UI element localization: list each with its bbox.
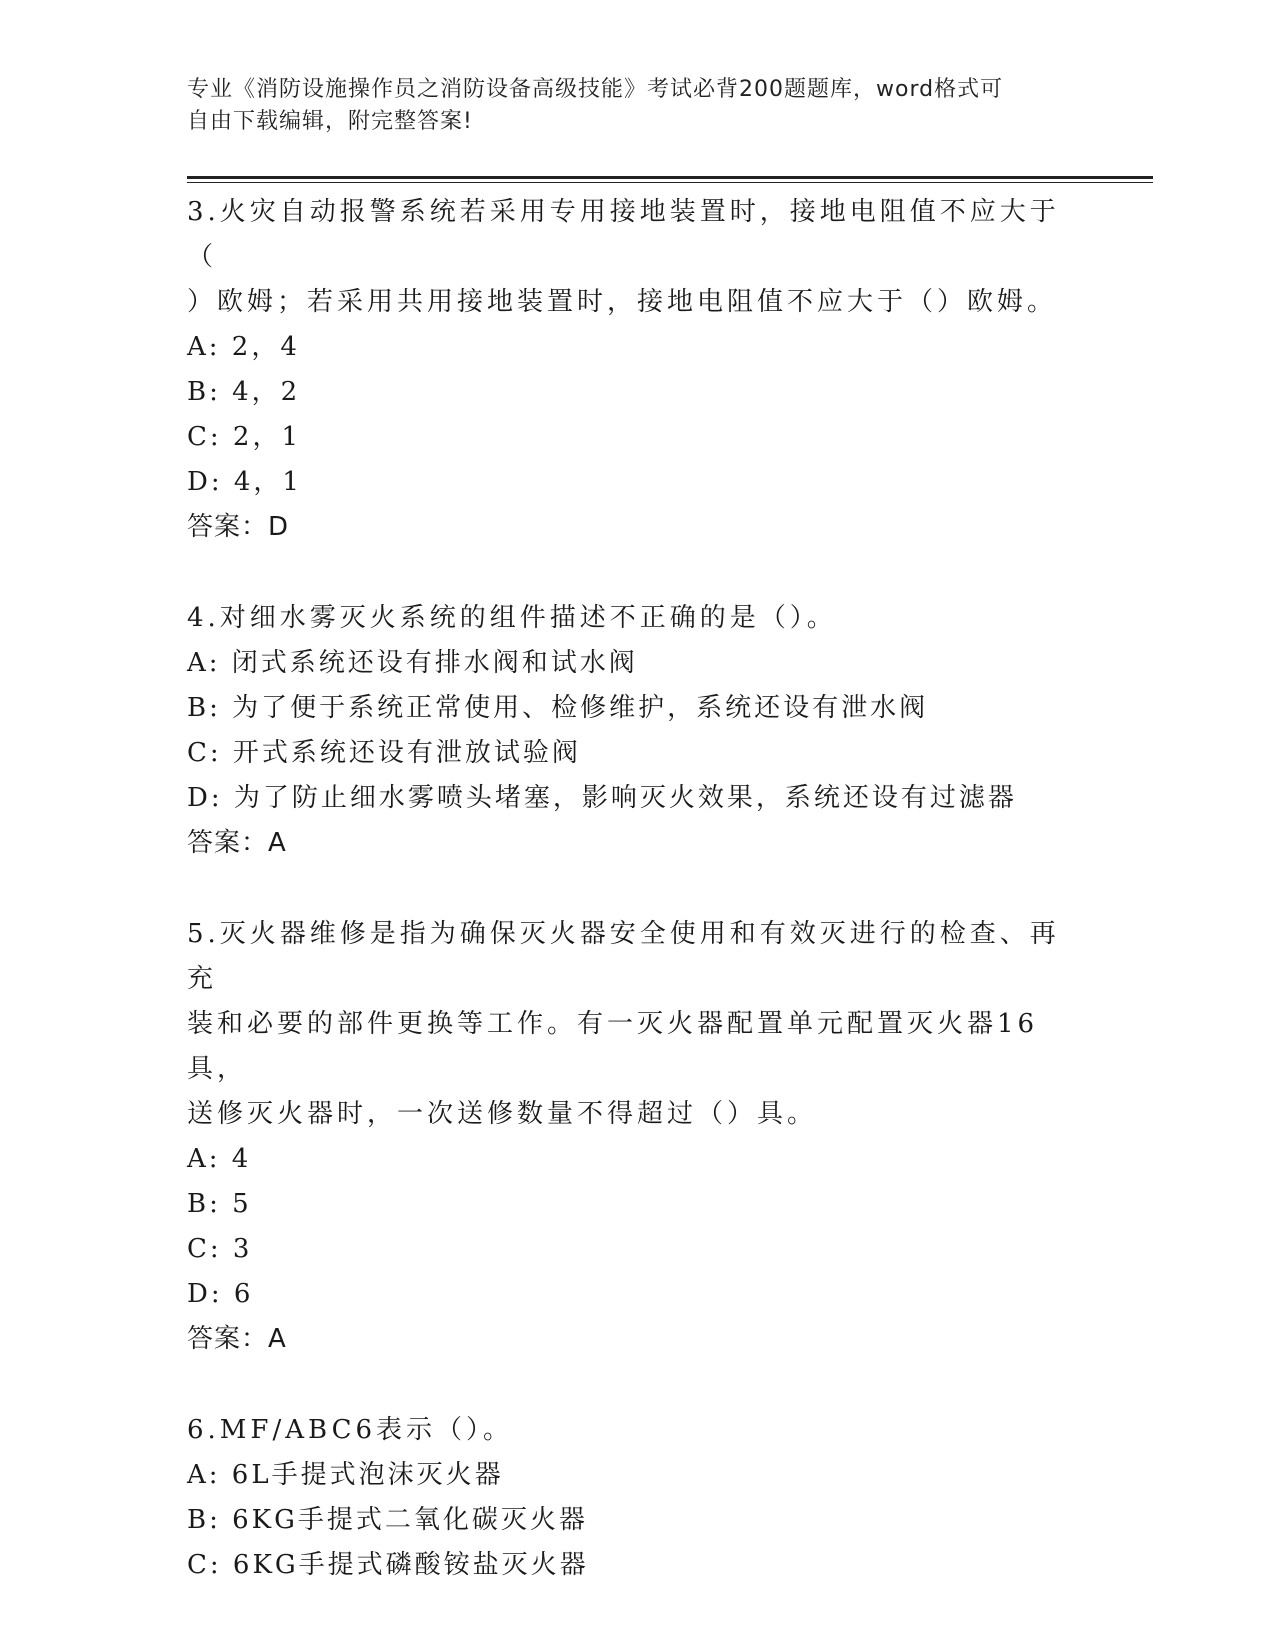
question-text: 送修灭火器时，一次送修数量不得超过（）具。 — [187, 1099, 818, 1129]
option-d: D: 4，1 — [187, 467, 302, 497]
option-b: B: 4，2 — [187, 377, 301, 407]
question-text: 3.火灾自动报警系统若采用专用接地装置时，接地电阻值不应大于（ — [187, 197, 1060, 272]
option-b: B: 为了便于系统正常使用、检修维护，系统还设有泄水阀 — [187, 693, 929, 723]
question-text: 6.MF/ABC6表示（）。 — [187, 1415, 514, 1445]
option-b: B: 6KG手提式二氧化碳灭火器 — [187, 1505, 588, 1535]
option-a: A: 6L手提式泡沫灭火器 — [187, 1460, 504, 1490]
question-text: 5.灭火器维修是指为确保灭火器安全使用和有效灭进行的检查、再充 — [187, 919, 1060, 994]
option-d: D: 6 — [187, 1279, 254, 1309]
option-c: C: 开式系统还设有泄放试验阀 — [187, 738, 581, 768]
header-rule-thick — [187, 176, 1153, 179]
question-text: ）欧姆；若采用共用接地装置时，接地电阻值不应大于（）欧姆。 — [187, 287, 1058, 317]
question-text: 装和必要的部件更换等工作。有一灭火器配置单元配置灭火器16具， — [187, 1009, 1039, 1084]
option-c: C: 2，1 — [187, 422, 302, 452]
document-header — [187, 74, 1067, 138]
option-d: D: 为了防止细水雾喷头堵塞，影响灭火效果，系统还设有过滤器 — [187, 783, 1017, 813]
option-c: C: 3 — [187, 1234, 253, 1264]
question-5 — [187, 912, 1067, 1362]
option-a: A: 闭式系统还设有排水阀和试水阀 — [187, 648, 638, 678]
option-c: C: 6KG手提式磷酸铵盐灭火器 — [187, 1550, 589, 1580]
option-a: A: 2，4 — [187, 332, 300, 362]
header-line-2: 自由下载编辑，附完整答案! — [187, 109, 473, 134]
option-b: B: 5 — [187, 1189, 252, 1219]
answer: 答案：A — [187, 1324, 287, 1354]
question-4 — [187, 596, 1067, 866]
answer: 答案：D — [187, 512, 290, 542]
question-text: 4.对细水雾灭火系统的组件描述不正确的是（）。 — [187, 603, 837, 633]
option-a: A: 4 — [187, 1144, 252, 1174]
question-3 — [187, 190, 1067, 550]
header-line-1: 专业《消防设施操作员之消防设备高级技能》考试必背200题题库，word格式可 — [187, 77, 1004, 102]
answer: 答案：A — [187, 828, 287, 858]
header-rule-thin — [187, 182, 1153, 183]
question-list — [187, 190, 1067, 1634]
question-6 — [187, 1408, 1067, 1588]
